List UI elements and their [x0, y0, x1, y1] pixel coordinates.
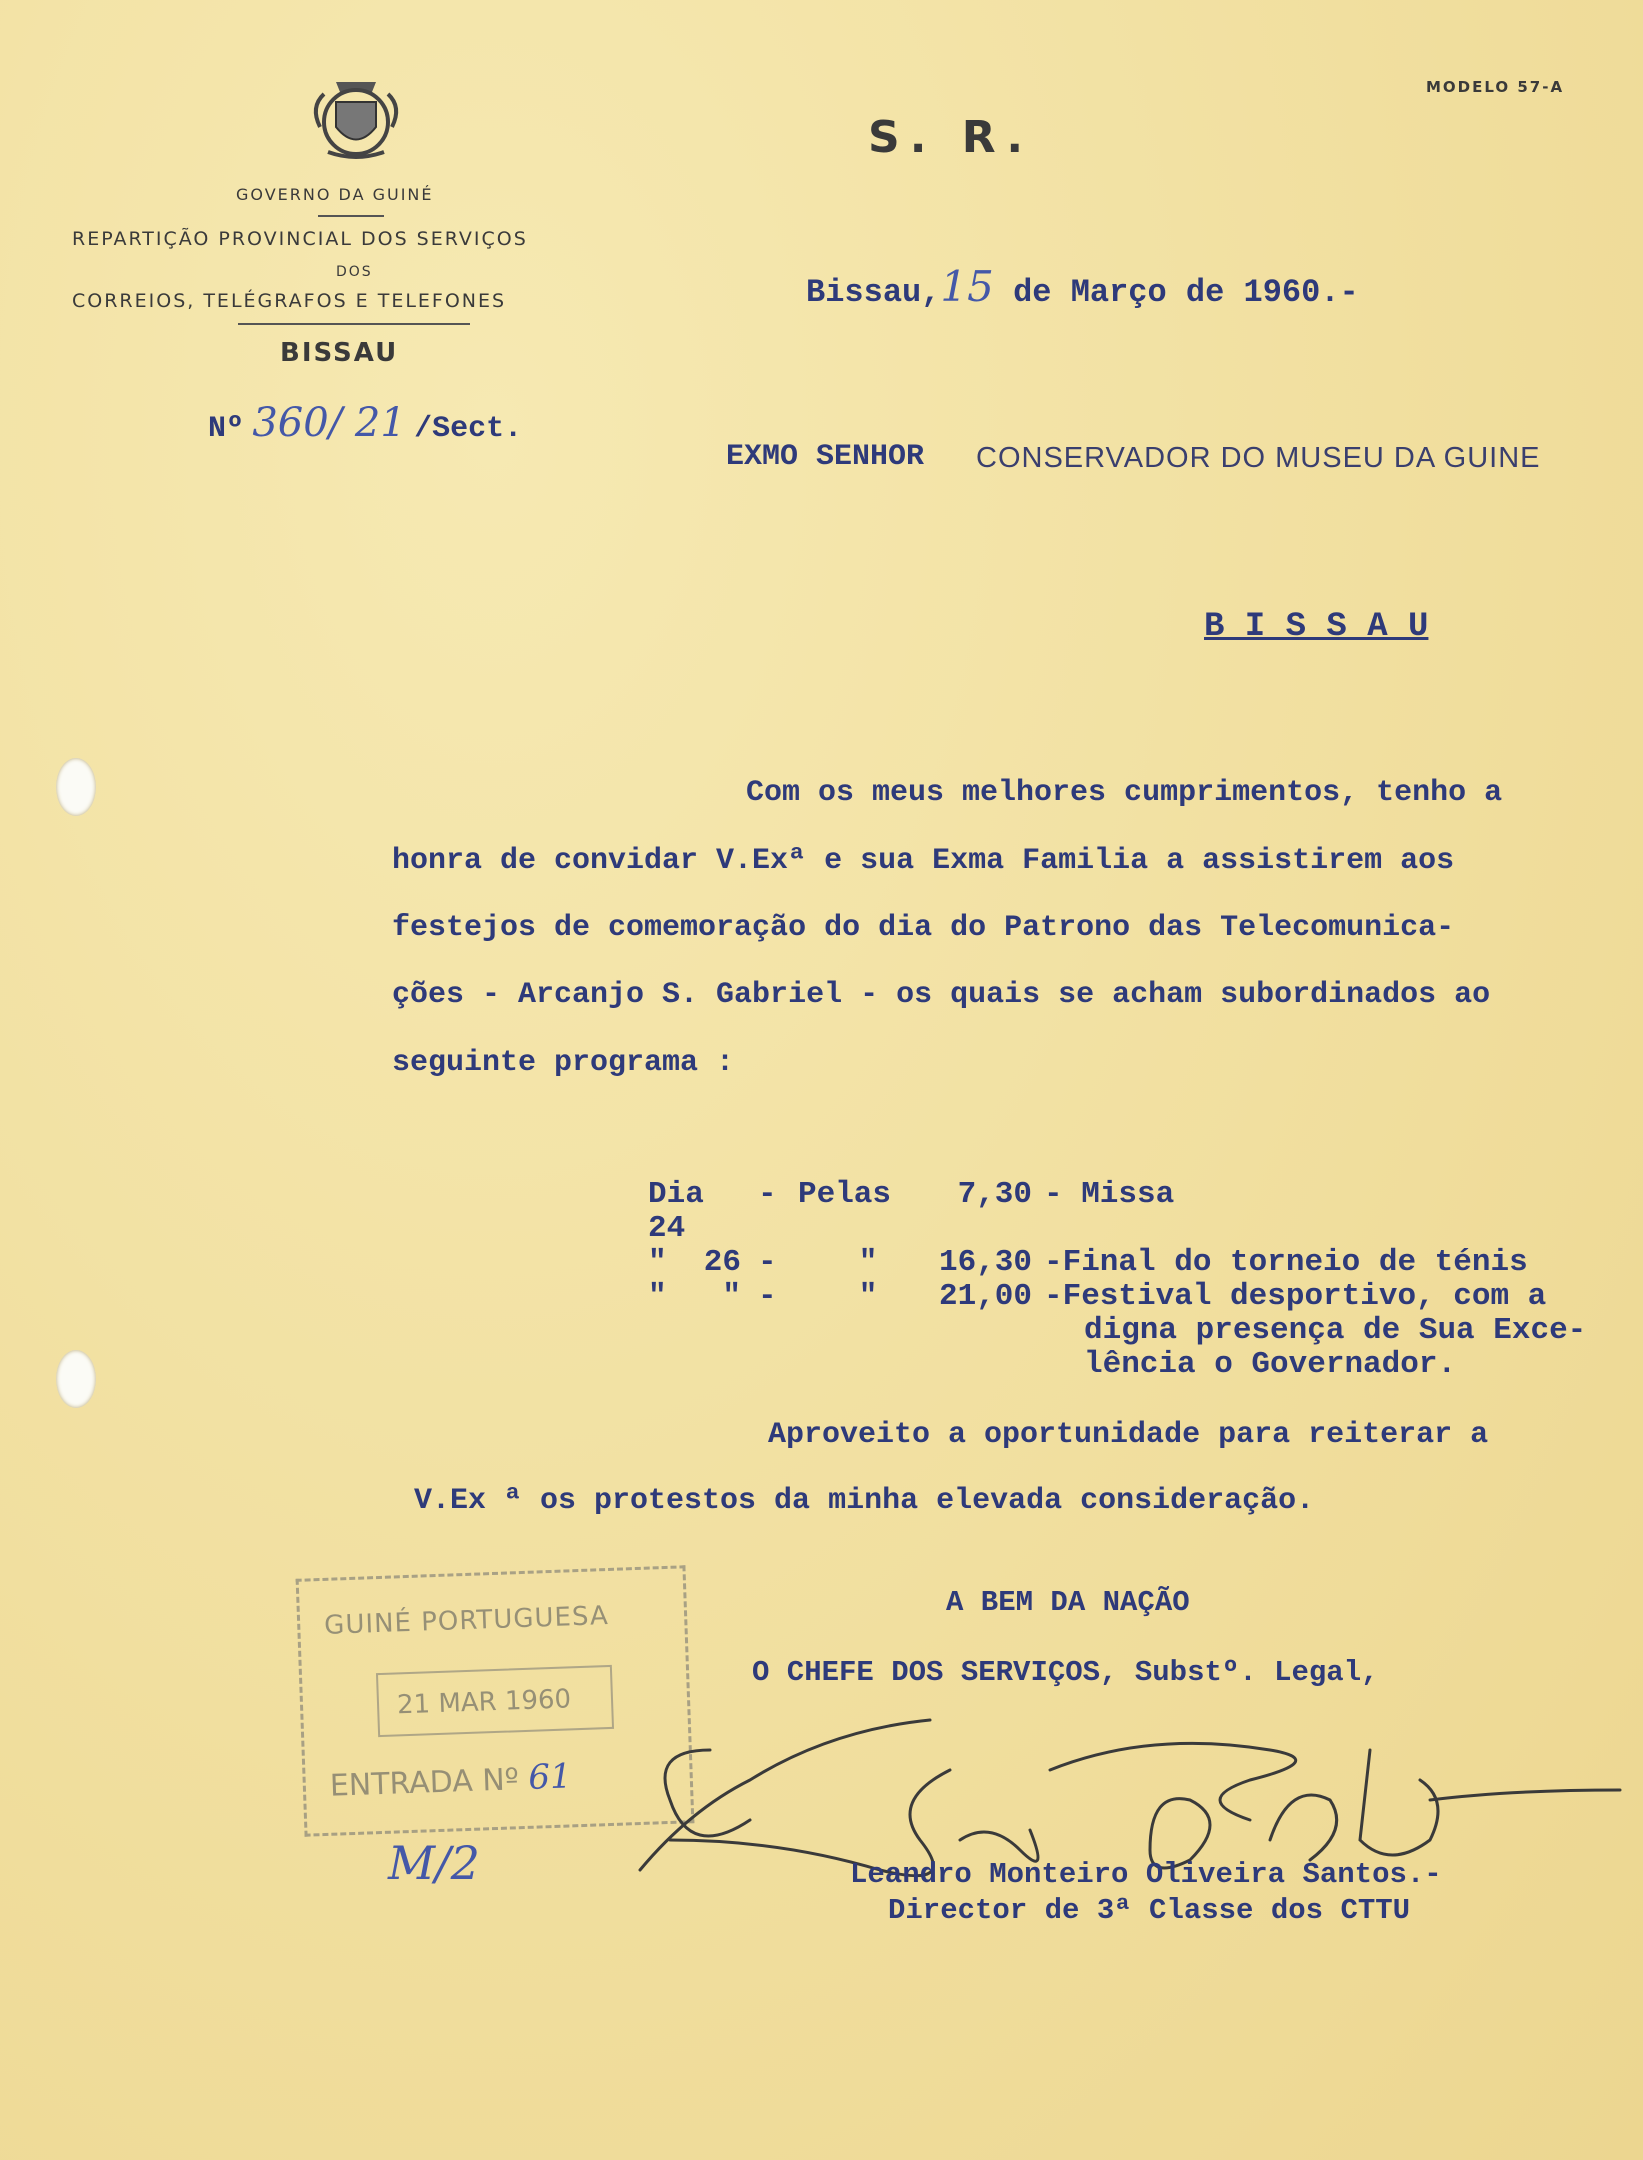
body-line-4: ções - Arcanjo S. Gabriel - os quais se acham subordinados ao: [392, 978, 1491, 1012]
program-item: " 26 - " 16,30 -Final do torneio de ténis: [648, 1245, 1528, 1280]
body-line-2: honra de convidar V.Exª e sua Exma Familia a assistirem aos: [392, 844, 1455, 878]
letterhead-divider-short: [318, 215, 384, 217]
body-line-5: seguinte programa :: [392, 1046, 735, 1080]
body-line-1: Com os meus melhores cumprimentos, tenho a: [746, 776, 1503, 810]
addressee-city: B I S S A U: [1204, 608, 1429, 646]
program-item: Dia 24 - Pelas 7,30 - Missa: [648, 1177, 1175, 1246]
department-line3: CORREIOS, TELÉGRAFOS E TELEFONES: [72, 290, 507, 312]
program-list: [648, 1178, 1586, 1382]
program-continuation: digna presença de Sua Exce- lência o Governador.: [1084, 1313, 1587, 1382]
letter-date: [806, 262, 1359, 311]
date-rest: de Março de 1960.-: [1013, 274, 1359, 311]
model-code: MODELO 57-A: [1426, 78, 1565, 96]
stamp-date: 21 MAR 1960: [396, 1684, 572, 1721]
stamp-entry-label: ENTRADA Nº: [329, 1762, 520, 1804]
signatory-name: Leandro Monteiro Oliveira Santos.-: [850, 1858, 1442, 1891]
reference-prefix: Nº: [208, 412, 245, 446]
punch-hole-bottom: [56, 1350, 96, 1408]
stamp-entry: [329, 1756, 572, 1804]
signatory-title: Director de 3ª Classe dos CTTU: [888, 1894, 1411, 1927]
closing-motto: A BEM DA NAÇÃO: [946, 1586, 1190, 1619]
addressee-salutation: EXMO SENHOR: [726, 440, 925, 474]
stamp-top-text: GUINÉ PORTUGUESA: [323, 1600, 610, 1641]
marginal-note: M/2: [388, 1836, 480, 1890]
closing-line-1: Aproveito a oportunidade para reiterar a: [768, 1418, 1489, 1452]
letterhead-city: BISSAU: [280, 338, 399, 368]
closing-role: O CHEFE DOS SERVIÇOS, Substº. Legal,: [752, 1656, 1379, 1689]
body-line-3: festejos de comemoração do dia do Patrono das Telecomunica-: [392, 911, 1455, 945]
reference-number: [208, 400, 522, 446]
date-day: 15: [940, 262, 994, 311]
closing-line-2: V.Ex ª os protestos da minha elevada consideração.: [414, 1484, 1315, 1518]
stamp-date-box: [376, 1665, 614, 1737]
department-line2: DOS: [336, 264, 373, 280]
addressee-name: CONSERVADOR DO MUSEU DA GUINE: [976, 442, 1541, 474]
department-line1: REPARTIÇÃO PROVINCIAL DOS SERVIÇOS: [72, 228, 528, 250]
reference-suffix: /Sect.: [414, 412, 523, 446]
stamp-entry-number: 61: [527, 1756, 573, 1798]
service-mark: S. R.: [868, 112, 1034, 163]
reference-handwritten: 360/ 21: [252, 400, 406, 446]
date-place: Bissau,: [806, 274, 941, 311]
letterhead-divider: [238, 323, 470, 325]
government-title: GOVERNO DA GUINÉ: [236, 185, 434, 204]
punch-hole-top: [56, 758, 96, 816]
coat-of-arms-icon: [306, 72, 406, 162]
program-item: " " - " 21,00 -Festival desportivo, com a: [648, 1279, 1547, 1314]
